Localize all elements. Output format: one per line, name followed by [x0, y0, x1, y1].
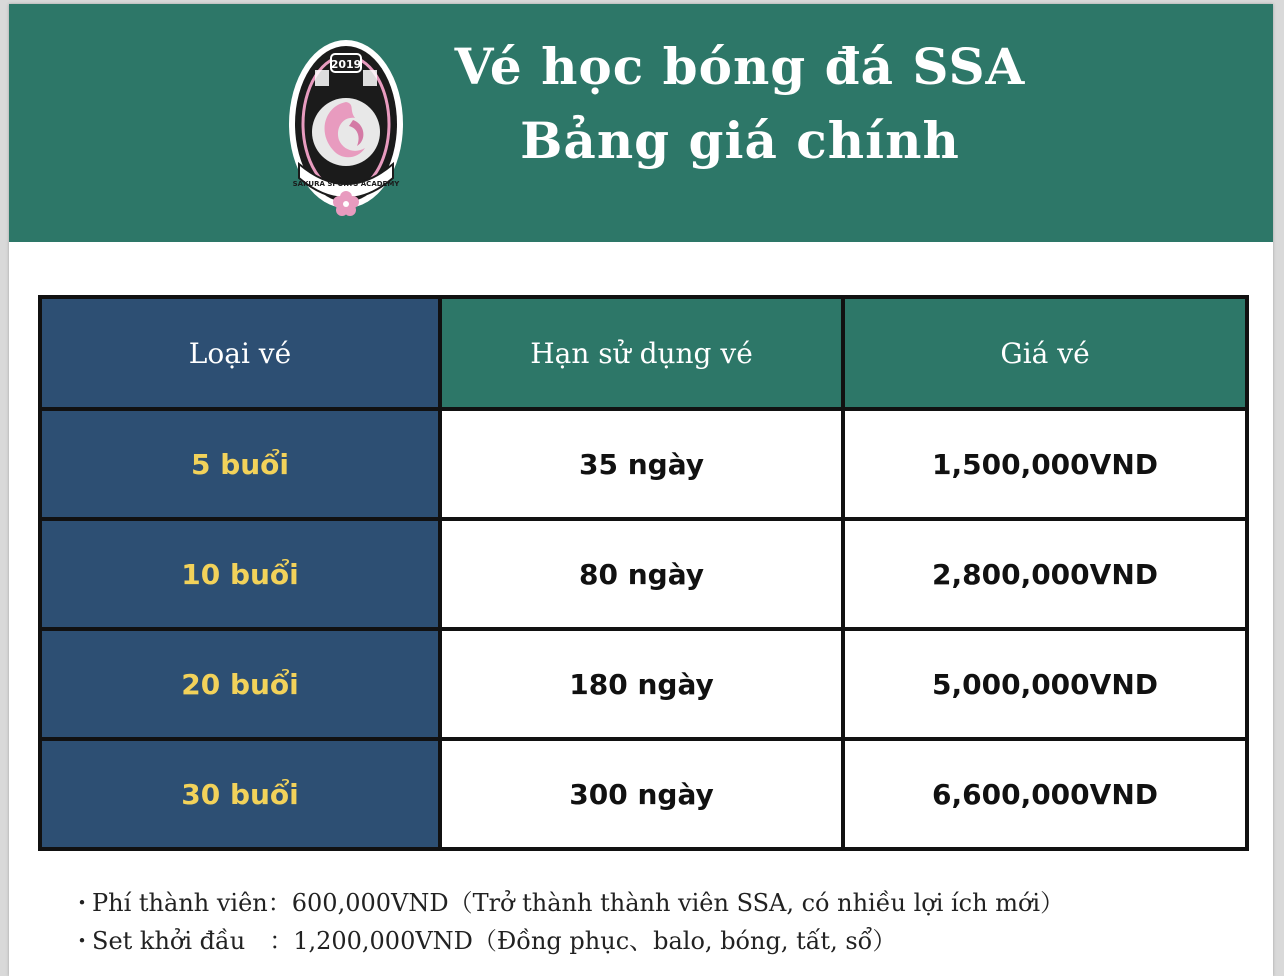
title-line-1: Vé học bóng đá SSA — [454, 37, 1026, 96]
table-row — [40, 629, 1247, 739]
cell-validity: 300 ngày — [440, 739, 843, 849]
logo-year: 2019 — [330, 58, 362, 71]
cell-price: 6,600,000VND — [843, 739, 1247, 849]
bullet-icon: ・ — [70, 889, 94, 917]
title-line-2: Bảng giá chính — [520, 111, 960, 170]
cell-ticket-type: 20 buổi — [40, 629, 440, 739]
logo-text: SAKURA SPORTS ACADEMY — [292, 180, 400, 188]
cell-ticket-type: 10 buổi — [40, 519, 440, 629]
page-title — [440, 30, 1040, 178]
cell-validity: 35 ngày — [440, 409, 843, 519]
header-price: Giá vé — [843, 297, 1247, 409]
cell-ticket-type: 5 buổi — [40, 409, 440, 519]
table-row — [40, 739, 1247, 849]
academy-logo-icon — [285, 36, 407, 222]
bullet-icon: ・ — [70, 927, 94, 955]
price-table — [38, 295, 1249, 851]
note-text: Set khởi đầu ：1,200,000VND（Đồng phục、balo, bóng, tất, sổ） — [92, 927, 897, 955]
cell-price: 5,000,000VND — [843, 629, 1247, 739]
cell-ticket-type: 30 buổi — [40, 739, 440, 849]
table-row — [40, 519, 1247, 629]
header-validity: Hạn sử dụng vé — [440, 297, 843, 409]
cell-price: 1,500,000VND — [843, 409, 1247, 519]
cell-price: 2,800,000VND — [843, 519, 1247, 629]
table-header-row — [40, 297, 1247, 409]
cell-validity: 180 ngày — [440, 629, 843, 739]
note-text: Phí thành viên：600,000VND（Trở thành thành viên SSA, có nhiều lợi ích mới） — [92, 889, 1065, 917]
note-starter-set — [70, 922, 1210, 960]
table-row — [40, 409, 1247, 519]
header-ticket-type: Loại vé — [40, 297, 440, 409]
footnotes — [70, 884, 1210, 960]
cell-validity: 80 ngày — [440, 519, 843, 629]
note-membership-fee — [70, 884, 1210, 922]
